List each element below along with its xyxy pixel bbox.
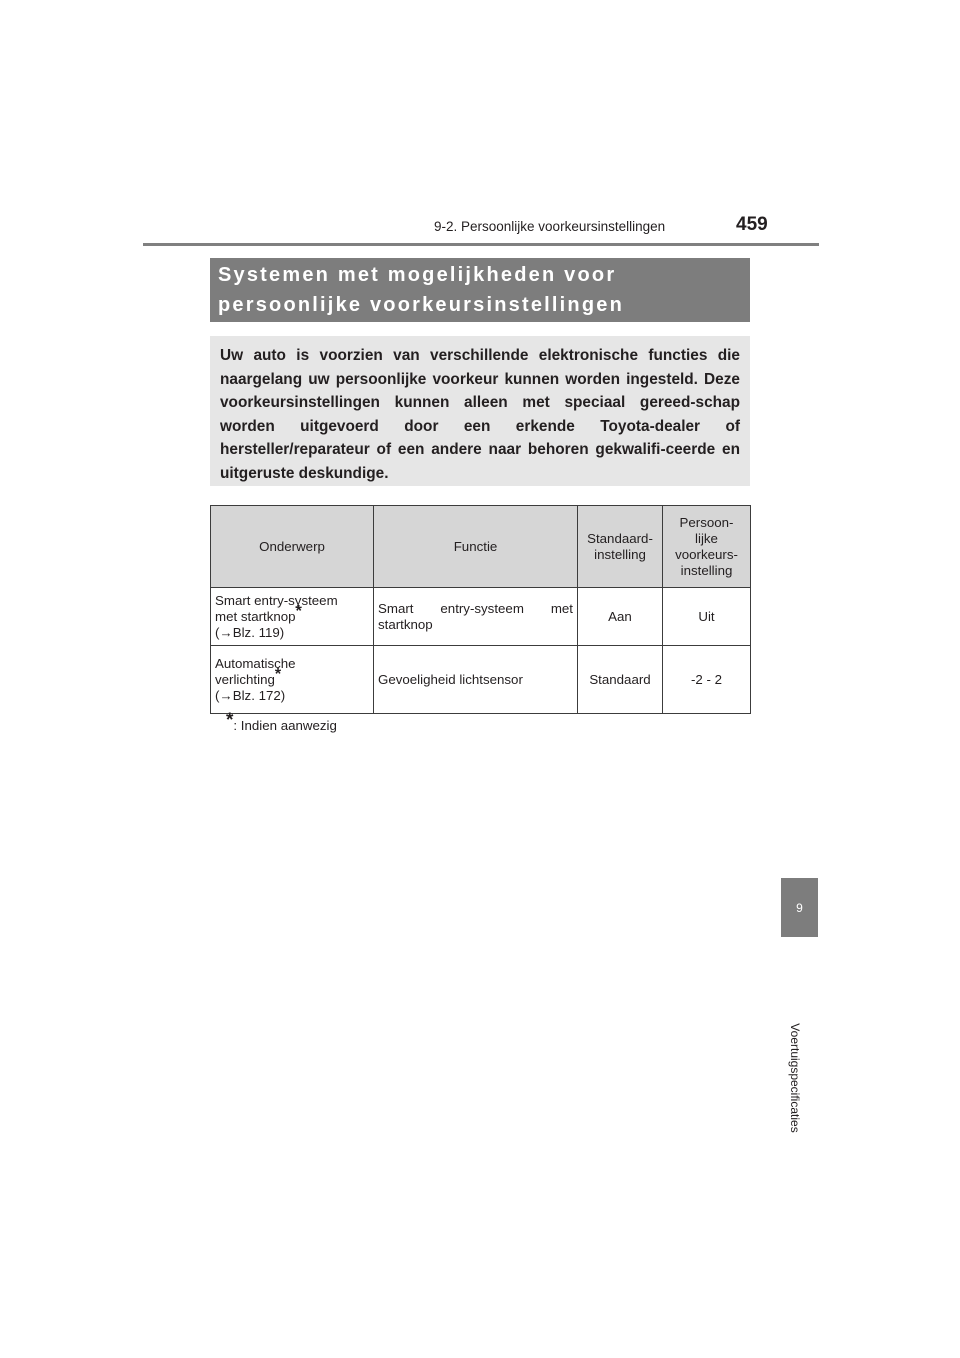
- col-header-subject: Onderwerp: [211, 506, 374, 588]
- col-header-function: Functie: [374, 506, 578, 588]
- subject-line-1: Automatische: [215, 655, 296, 671]
- cell-function: Gevoeligheid lichtsensor: [374, 646, 578, 714]
- page-number: 459: [736, 214, 768, 235]
- section-title-line-1: Systemen met mogelijkheden voor: [218, 264, 617, 286]
- cell-default: Aan: [578, 588, 663, 646]
- page-reference-link[interactable]: (→Blz. 119): [215, 624, 285, 640]
- subject-line-1: Smart entry-systeem: [215, 592, 338, 608]
- chapter-tab[interactable]: [781, 878, 818, 937]
- running-header-section: 9-2. Persoonlijke voorkeursinstellingen: [434, 219, 666, 234]
- subject-line-2: met startknop: [215, 608, 296, 624]
- cell-subject: [211, 588, 374, 646]
- table-header-row: [211, 506, 751, 588]
- intro-text: Uw auto is voorzien van verschillende elektronische functies die naargelang uw persoonlijke voorkeur kunnen worden ingesteld. Deze voorkeursinstellingen kunnen alleen met speciaal gereed-schap worden uitgevoerd door een erkende Toyota-dealer of hersteller/reparateur of een andere naar behoren gekwalifi-ceerde en uitgeruste deskundige.: [220, 347, 740, 482]
- table-row: [211, 588, 751, 646]
- intro-box: [210, 336, 750, 486]
- footnote: [226, 710, 337, 733]
- table-row: [211, 646, 751, 714]
- section-title-line-2: persoonlijke voorkeursinstellingen: [218, 294, 625, 316]
- header-divider: [143, 243, 819, 246]
- cell-function: Smart entry-systeem met startknop: [374, 588, 578, 646]
- chapter-title: Voertuigspecificaties: [788, 1023, 802, 1133]
- cell-subject: [211, 646, 374, 714]
- cell-default: Standaard: [578, 646, 663, 714]
- section-title-bar: [210, 258, 750, 322]
- page-reference-link[interactable]: (→Blz. 172): [215, 687, 286, 703]
- cell-custom: -2 - 2: [663, 646, 751, 714]
- customization-table: [210, 505, 751, 714]
- col-header-default: Standaard- instelling: [578, 506, 663, 588]
- cell-custom: Uit: [663, 588, 751, 646]
- footnote-marker: *: [226, 710, 234, 731]
- footnote-marker: *: [274, 665, 282, 683]
- footnote-text: : Indien aanwezig: [233, 718, 337, 733]
- footnote-marker: *: [295, 602, 302, 620]
- subject-line-2: verlichting: [215, 671, 275, 687]
- col-header-custom: Persoon- lijke voorkeurs- instelling: [663, 506, 751, 588]
- chapter-number: 9: [796, 900, 803, 915]
